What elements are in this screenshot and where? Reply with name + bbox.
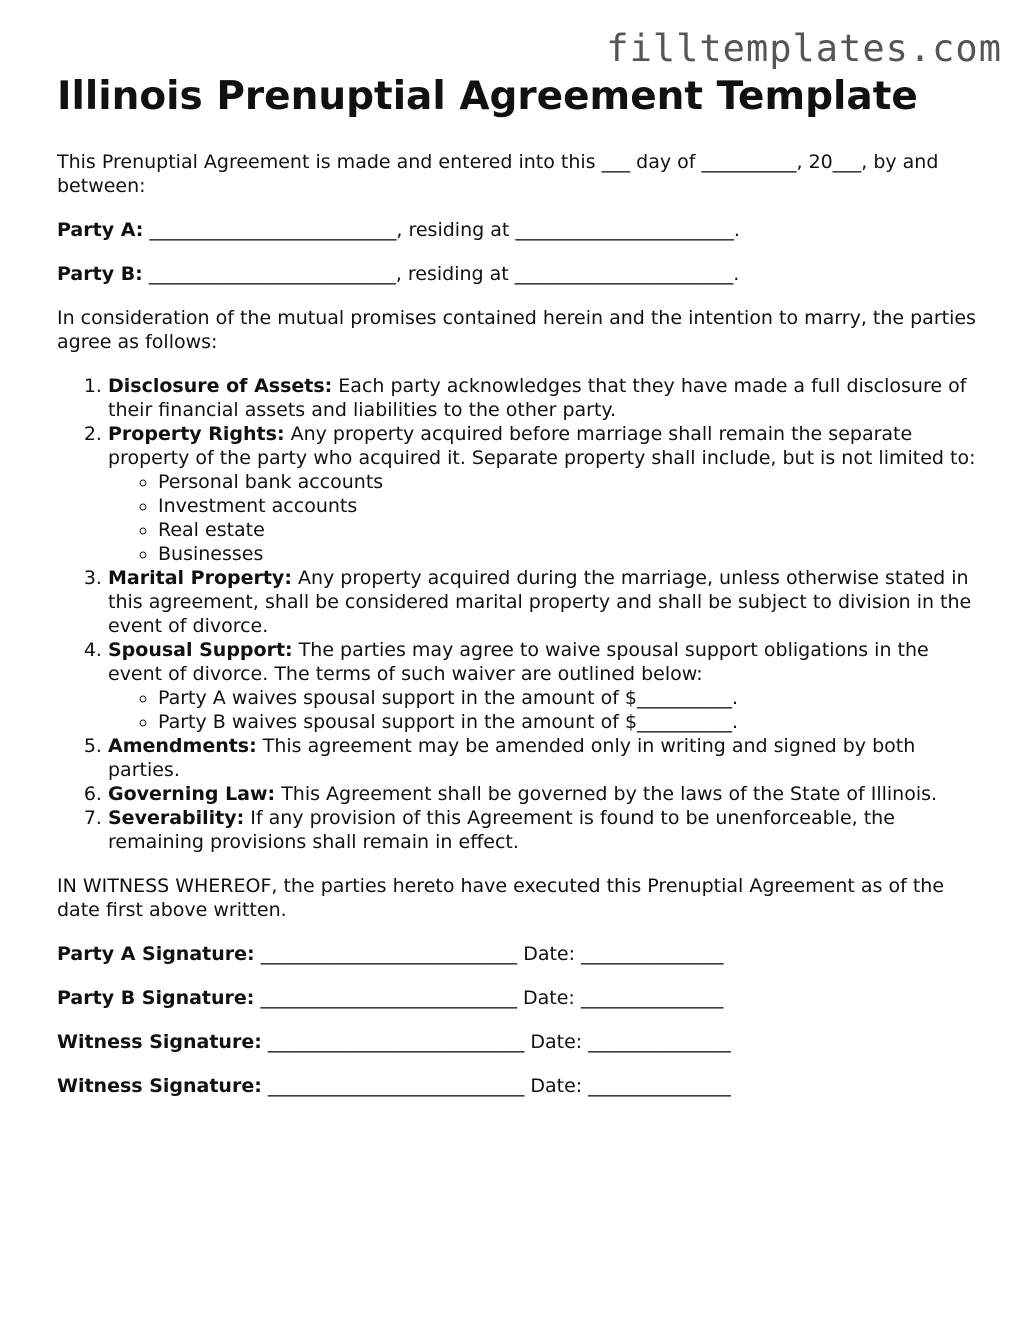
signature-fill: ___________________________ Date: _______________ (261, 1075, 731, 1097)
clause-title: Marital Property: (108, 567, 292, 589)
signature-label: Witness Signature: (57, 1075, 262, 1097)
party-a-label: Party A: (57, 219, 144, 241)
clause-title: Amendments: (108, 735, 257, 757)
signature-line-party-a (57, 942, 987, 966)
witness-statement: IN WITNESS WHEREOF, the parties hereto have executed this Prenuptial Agreement as of the date first above written. (57, 875, 945, 921)
clause-title: Property Rights: (108, 423, 285, 445)
signature-fill: ___________________________ Date: _______________ (254, 943, 724, 965)
signature-fill: ___________________________ Date: _______________ (261, 1031, 731, 1053)
watermark: filltemplates.com (606, 27, 1002, 70)
document-title: Illinois Prenuptial Agreement Template (57, 74, 918, 119)
party-b-label: Party B: (57, 263, 143, 285)
clause-text: Any property acquired during the marriage, unless otherwise stated in this agreement, shall be considered marital property and shall be subject to division in the event of divorce. (108, 567, 972, 637)
clause-subitem: ◦ Party A waives spousal support in the amount of $__________. (158, 686, 987, 710)
clause-title: Spousal Support: (108, 639, 293, 661)
clause-item (108, 734, 987, 782)
clause-subitem: ◦ Party B waives spousal support in the amount of $__________. (158, 710, 987, 734)
clause-item (108, 806, 987, 854)
clause-text: This agreement may be amended only in writing and signed by both parties. (108, 735, 916, 781)
clause-text: If any provision of this Agreement is found to be unenforceable, the remaining provisions shall remain in effect. (108, 807, 895, 853)
signature-label: Witness Signature: (57, 1031, 262, 1053)
consideration-paragraph: In consideration of the mutual promises contained herein and the intention to marry, the parties agree as follows: (57, 307, 976, 353)
clause-item (108, 782, 987, 806)
signature-line-party-b (57, 986, 987, 1010)
intro-paragraph: This Prenuptial Agreement is made and entered into this ___ day of __________, 20___, by and between: (57, 151, 939, 197)
clause-text: This Agreement shall be governed by the laws of the State of Illinois. (275, 783, 938, 805)
clause-text: The parties may agree to waive spousal support obligations in the event of divorce. The terms of such waiver are outlined below: (108, 639, 929, 685)
clause-text: Any property acquired before marriage shall remain the separate property of the party who acquired it. Separate property shall include, but is not limited to: (108, 423, 976, 469)
clause-sublist (108, 470, 987, 566)
clause-title: Disclosure of Assets: (108, 375, 333, 397)
clause-item (108, 422, 987, 566)
clause-subitem: ◦ Personal bank accounts (158, 470, 987, 494)
party-b-line (57, 262, 987, 286)
party-b-fill: __________________________, residing at _______________________. (142, 263, 740, 285)
clause-subitem: ◦ Businesses (158, 542, 987, 566)
signature-line-witness-1 (57, 1030, 987, 1054)
party-a-line (57, 218, 987, 242)
clause-text: Each party acknowledges that they have made a full disclosure of their financial assets and liabilities to the other party. (108, 375, 967, 421)
clause-subitem: ◦ Real estate (158, 518, 987, 542)
party-a-fill: __________________________, residing at _______________________. (143, 219, 740, 241)
clause-item (108, 374, 987, 422)
signature-fill: ___________________________ Date: _______________ (254, 987, 724, 1009)
document-page (57, 72, 987, 1098)
clause-item (108, 566, 987, 638)
clause-title: Governing Law: (108, 783, 276, 805)
signature-line-witness-2 (57, 1074, 987, 1098)
clause-title: Severability: (108, 807, 245, 829)
clause-sublist (108, 686, 987, 734)
signature-label: Party B Signature: (57, 987, 255, 1009)
clause-item (108, 638, 987, 734)
clause-subitem: ◦ Investment accounts (158, 494, 987, 518)
clause-list (57, 374, 987, 854)
signature-label: Party A Signature: (57, 943, 255, 965)
